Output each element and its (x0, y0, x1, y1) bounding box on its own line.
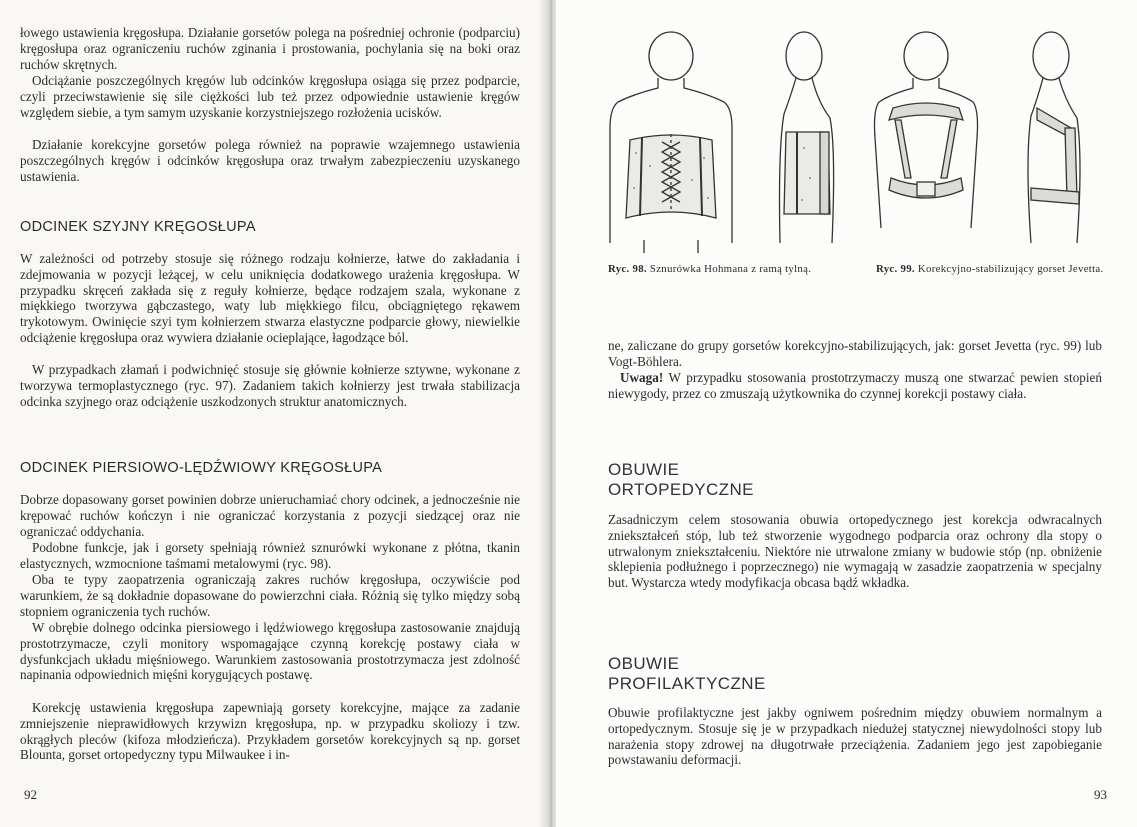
figure-99-caption (876, 263, 1116, 276)
paragraph (20, 137, 520, 184)
section-heading: ODCINEK PIERSIOWO-LĘDŹWIOWY KRĘGOSŁUPA (20, 460, 383, 476)
section-heading (608, 654, 766, 694)
figure-98-caption (608, 263, 848, 276)
paragraph (20, 362, 520, 409)
right-page (556, 0, 1137, 827)
section-heading: ODCINEK SZYJNY KRĘGOSŁUPA (20, 219, 256, 235)
paragraph (20, 700, 520, 763)
paragraph-text: W przypadkach złamań i podwichnięć stosuje się głównie kołnierze sztywne, wykonane z tworzywa termoplastycznego (ryc. 97). Zadaniem takich kołnierzy jest trwała stabilizacja odcinka szyjnego oraz odciążenie uszkodzonych struktur anatomicznych. (20, 362, 520, 409)
heading-line: OBUWIE (608, 460, 680, 479)
paragraph (20, 572, 520, 619)
page-number: 92 (24, 787, 37, 802)
caption-text: Korekcyjno-stabilizujący gorset Jevetta. (917, 263, 1104, 275)
paragraph: ne, zaliczane do grupy gorsetów korekcyjno-stabilizujących, jak: gorset Jevetta (ryc. 99) lub Vogt-Böhlera. (608, 338, 1102, 369)
paragraph: W zależności od potrzeby stosuje się różnego rodzaju kołnierze, łatwe do zakładania i zdejmowania w pozycji leżącej, w celu uniknięcia dodatkowego urażenia kręgosłupa. W przypadku skręceń zakłada się z reguły kołnierze, będące rodzajem szala, wykonane z miękkiego tworzywa gąbczastego, waty lub miękkiego filcu, obciągniętego rękawem trykotowym. Owinięcie szyi tym kołnierzem stwarza elastyczne podparcie głowy, niewielkie odciążenie kręgosłupa oraz wywiera działanie ocieplające, łagodzące ból. (20, 251, 520, 345)
left-page (0, 0, 548, 827)
caption-label: Ryc. 98. (608, 263, 647, 275)
heading-line: OBUWIE (608, 654, 680, 673)
page-number: 93 (1094, 787, 1107, 802)
warning-label: Uwaga! (620, 370, 664, 385)
paragraph (20, 540, 520, 572)
section-heading (608, 460, 754, 500)
heading-line: PROFILAKTYCZNE (608, 674, 766, 693)
paragraph-text: Działanie korekcyjne gorsetów polega również na poprawie wzajemnego ustawienia poszczególnych kręgów i odcinków kręgosłupa oraz trwałym zabezpieczeniu uzyskanego ustawienia. (20, 137, 520, 184)
paragraph (20, 73, 520, 120)
paragraph-text: Korekcję ustawienia kręgosłupa zapewniają gorsety korekcyjne, mające za zadanie zmniejszenie nieprawidłowych krzywizn kręgosłupa, np. w przypadku skoliozy i tzw. okrągłych pleców (kifoza młodzieńcza). Przykładem gorsetów korekcyjnych są np. gorset Blounta, gorset ortopedyczny typu Milwaukee i in- (20, 700, 520, 763)
paragraph (608, 370, 1102, 402)
paragraph-text: Odciążanie poszczególnych kręgów lub odcinków kręgosłupa osiąga się przez podparcie, czyli przeciwstawienie się sile ciężkości lub też przez odpowiednie ustawienie kręgów względem siebie, a tym samym uzyskanie korzystniejszego rozłożenia ucisków. (20, 73, 520, 120)
paragraph-text: Podobne funkcje, jak i gorsety spełniają również sznurówki wykonane z płótna, tkanin elastycznych, wzmocnione taśmami metalowymi (ryc. 98). (20, 540, 520, 571)
paragraph: łowego ustawienia kręgosłupa. Działanie gorsetów polega na pośredniej ochronie (podparciu) kręgosłupa oraz ograniczeniu ruchów zginania i prostowania, pochylania się na boki oraz ruchów skrętnych. (20, 25, 520, 72)
caption-label: Ryc. 99. (876, 263, 915, 275)
figure-99-jevett-corset (871, 28, 1121, 253)
figure-98-hohmann-corset (604, 28, 854, 253)
paragraph: Zasadniczym celem stosowania obuwia ortopedycznego jest korekcja odwracalnych zniekształceń stóp, lub też stworzenie wygodnego podparcia oraz ochrony dla stopy o utrwalonym zniekształceniu. Niektóre nie utrwalone zmiany w budowie stóp (np. obniżenie sklepienia podłużnego i poprzecznego) nie wymagają w zasadzie zaopatrzenia w specjalny but. Wystarcza wtedy modyfikacja obcasa bądź wkładka. (608, 512, 1102, 591)
paragraph: Dobrze dopasowany gorset powinien dobrze unieruchamiać chory odcinek, a jednocześnie nie krępować ruchów kończyn i nie ograniczać korzystania z pozycji siedzącej oraz nie ograniczać oddychania. (20, 492, 520, 539)
paragraph: Obuwie profilaktyczne jest jakby ogniwem pośrednim między obuwiem normalnym a ortopedycznym. Stosuje się je w przypadkach niedużej statycznej niewydolności stopy lub narażenia stopy zdrowej na długotrwałe przeciążenia. Zadaniem jego jest zapobieganie powstawaniu deformacji. (608, 705, 1102, 768)
paragraph-text: W obrębie dolnego odcinka piersiowego i lędźwiowego kręgosłupa zastosowanie znajdują prostotrzymacze, czyli monitory wspomagające czynną korekcję postawy ciała w dysfunkcjach układu mięśniowego. Warunkiem zastosowania prostotrzymacza jest zdolność napinania odpowiednich mięśni korygujących postawę. (20, 620, 520, 683)
paragraph-text: Oba te typy zaopatrzenia ograniczają zakres ruchów kręgosłupa, oczywiście pod warunkiem, że są dokładnie dopasowane do powierzchni ciała. Różnią się tylko między sobą stopniem ograniczenia tych ruchów. (20, 572, 520, 619)
heading-line: ORTOPEDYCZNE (608, 480, 754, 499)
caption-text: Sznurówka Hohmana z ramą tylną. (649, 263, 812, 275)
paragraph (20, 620, 520, 683)
paragraph-text: W przypadku stosowania prostotrzymaczy muszą one stwarzać pewien stopień niewygody, przez co zmuszają użytkownika do czynnej korekcji postawy ciała. (608, 370, 1102, 401)
